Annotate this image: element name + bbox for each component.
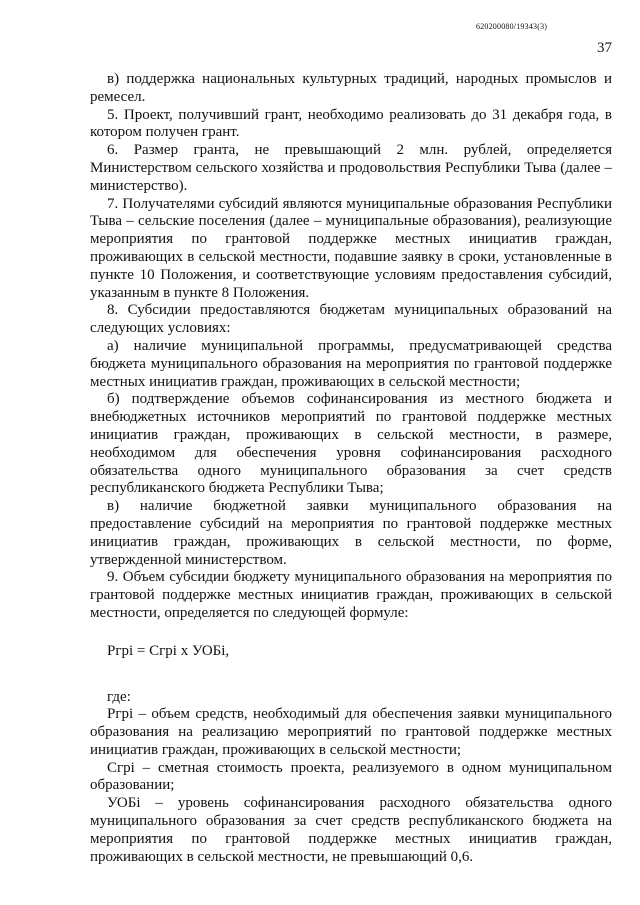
definition-sgr: Сгрi – сметная стоимость проекта, реализуемого в одном муниципальном образовании; xyxy=(90,759,612,794)
paragraph-9: 9. Объем субсидии бюджету муниципального образования на мероприятия по грантовой поддержке местных инициатив граждан, проживающих в сельской местности, определяется по следующей формуле: xyxy=(90,569,612,621)
where-label: где: xyxy=(107,688,131,705)
document-id: 620200080/19343(3) xyxy=(476,22,548,31)
paragraph-8b: б) подтверждение объемов софинансирования из местного бюджета и внебюджетных источников мероприятий по грантовой поддержке местных инициатив граждан, проживающих в сельской местности, в размере, необходимом для обеспечения уровня софинансирования расходного обязательства одного муниципального образования за счет средств республиканского бюджета Республики Тыва; xyxy=(90,391,612,497)
page-number: 37 xyxy=(597,40,612,56)
definition-uob: УОБi – уровень софинансирования расходного обязательства одного муниципального образования за счет средств республиканского бюджета на мероприятия по грантовой поддержке местных инициатив граждан, проживающих в сельской местности, не превышающий 0,6. xyxy=(90,795,612,865)
paragraph-8a: а) наличие муниципальной программы, предусматривающей средства бюджета муниципального образования на мероприятия по грантовой поддержке местных инициатив граждан, проживающих в сельской местности; xyxy=(90,337,612,390)
paragraph-5: 5. Проект, получивший грант, необходимо реализовать до 31 декабря года, в котором получен грант. xyxy=(90,106,612,141)
paragraph-6: 6. Размер гранта, не превышающий 2 млн. рублей, определяется Министерством сельского хозяйства и продовольствия Республики Тыва (далее – министерство). xyxy=(90,142,612,194)
paragraph-item-v: в) поддержка национальных культурных традиций, народных промыслов и ремесел. xyxy=(90,71,612,105)
definition-prgr: Ргрi – объем средств, необходимый для обеспечения заявки муниципального образования на реализацию мероприятий по грантовой поддержке местных инициатив граждан, проживающих в сельской местности; xyxy=(90,706,612,758)
paragraph-8v: в) наличие бюджетной заявки муниципального образования на предоставление субсидий на мероприятия по грантовой поддержке местных инициатив граждан, проживающих в сельской местности, по форме, утвержденной министерством. xyxy=(90,498,612,568)
formula: Ргрi = Сгрi х УОБi, xyxy=(107,642,230,659)
paragraph-8: 8. Субсидии предоставляются бюджетам муниципальных образований на следующих условиях: xyxy=(90,302,612,337)
paragraph-7: 7. Получателями субсидий являются муниципальные образования Республики Тыва – сельские поселения (далее – муниципальные образования), реализующие мероприятия по грантовой поддержке местных инициатив граждан, проживающих в сельской местности, подавшие заявку в сроки, установленные в пункте 10 Положения, и соответствующие условиям предоставления субсидий, указанным в пункте 8 Положения. xyxy=(90,195,612,301)
document-body xyxy=(90,71,612,866)
